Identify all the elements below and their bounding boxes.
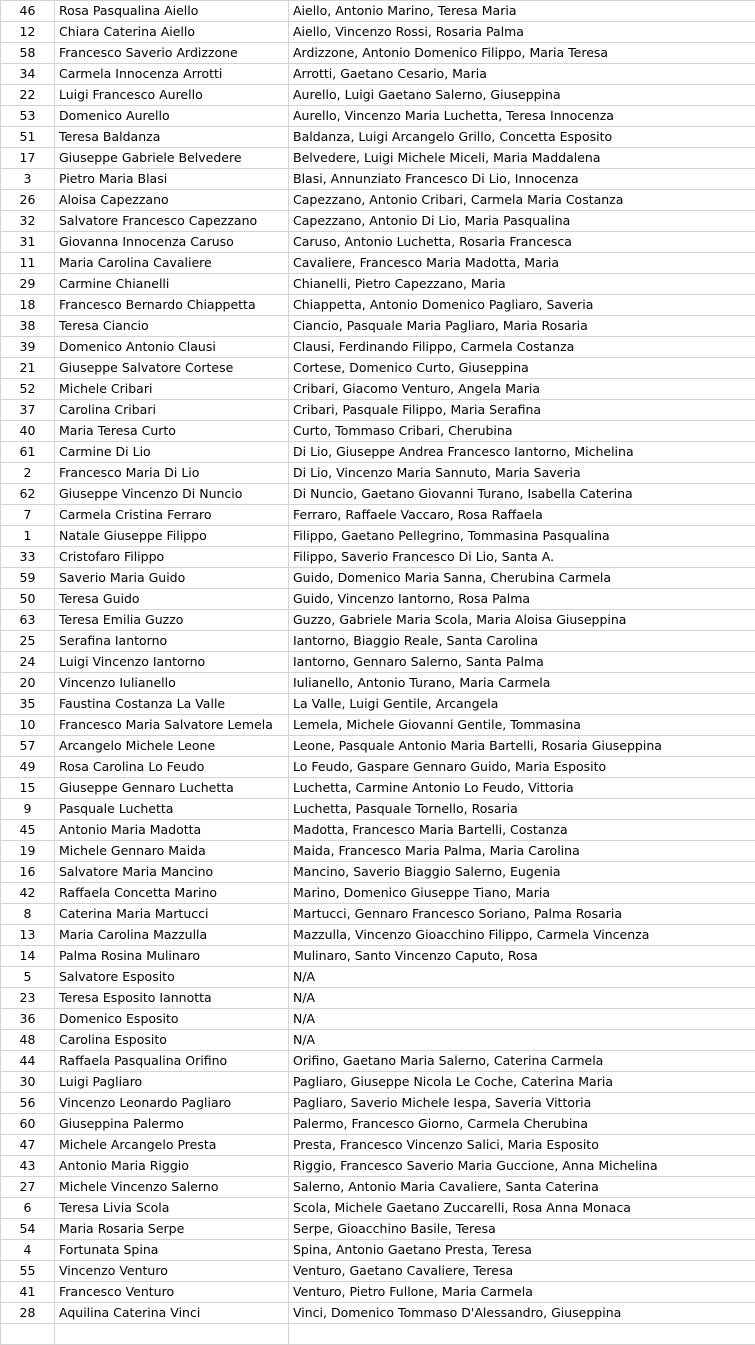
table-row: [1, 1030, 755, 1051]
cell-parents[interactable]: N/A: [289, 967, 755, 988]
cell-name[interactable]: Luigi Vincenzo Iantorno: [55, 652, 289, 673]
cell-number[interactable]: 59: [1, 568, 55, 589]
cell-number[interactable]: 12: [1, 22, 55, 43]
cell-name[interactable]: Michele Arcangelo Presta: [55, 1135, 289, 1156]
cell-parents[interactable]: Lemela, Michele Giovanni Gentile, Tommasina: [289, 715, 755, 736]
table-row: [1, 421, 755, 442]
table-row: [1, 106, 755, 127]
cell-parents[interactable]: La Valle, Luigi Gentile, Arcangela: [289, 694, 755, 715]
cell-number[interactable]: 37: [1, 400, 55, 421]
cell-number[interactable]: 38: [1, 316, 55, 337]
cell-name[interactable]: Luigi Pagliaro: [55, 1072, 289, 1093]
cell-number[interactable]: 52: [1, 379, 55, 400]
table-row: [1, 610, 755, 631]
cell-parents[interactable]: Spina, Antonio Gaetano Presta, Teresa: [289, 1240, 755, 1261]
cell-name[interactable]: Palma Rosina Mulinaro: [55, 946, 289, 967]
table-row: [1, 967, 755, 988]
cell-name[interactable]: [55, 1324, 289, 1345]
table-row: [1, 925, 755, 946]
table-row: [1, 862, 755, 883]
cell-number[interactable]: 25: [1, 631, 55, 652]
table-row: [1, 253, 755, 274]
cell-number[interactable]: 14: [1, 946, 55, 967]
cell-name[interactable]: Maria Teresa Curto: [55, 421, 289, 442]
table-row: [1, 22, 755, 43]
table-row: [1, 316, 755, 337]
cell-number[interactable]: 6: [1, 1198, 55, 1219]
table-row: [1, 1198, 755, 1219]
cell-parents[interactable]: Filippo, Saverio Francesco Di Lio, Santa A.: [289, 547, 755, 568]
cell-number[interactable]: 44: [1, 1051, 55, 1072]
cell-parents[interactable]: Mulinaro, Santo Vincenzo Caputo, Rosa: [289, 946, 755, 967]
cell-parents[interactable]: Aiello, Vincenzo Rossi, Rosaria Palma: [289, 22, 755, 43]
cell-number[interactable]: 4: [1, 1240, 55, 1261]
cell-parents[interactable]: Riggio, Francesco Saverio Maria Guccione, Anna Michelina: [289, 1156, 755, 1177]
cell-parents[interactable]: Caruso, Antonio Luchetta, Rosaria Francesca: [289, 232, 755, 253]
table-row: [1, 232, 755, 253]
table-row: [1, 463, 755, 484]
cell-parents[interactable]: Arrotti, Gaetano Cesario, Maria: [289, 64, 755, 85]
cell-number[interactable]: 7: [1, 505, 55, 526]
table-row: [1, 295, 755, 316]
table-row: [1, 1135, 755, 1156]
cell-parents[interactable]: Luchetta, Carmine Antonio Lo Feudo, Vittoria: [289, 778, 755, 799]
cell-number[interactable]: 9: [1, 799, 55, 820]
cell-number[interactable]: 50: [1, 589, 55, 610]
table-row: [1, 799, 755, 820]
cell-parents[interactable]: Vinci, Domenico Tommaso D'Alessandro, Giuseppina: [289, 1303, 755, 1324]
table-row: [1, 652, 755, 673]
cell-parents[interactable]: Aiello, Antonio Marino, Teresa Maria: [289, 1, 755, 22]
cell-number[interactable]: 17: [1, 148, 55, 169]
table-row: [1, 820, 755, 841]
table-row: [1, 736, 755, 757]
table-row: [1, 1051, 755, 1072]
cell-name[interactable]: Salvatore Esposito: [55, 967, 289, 988]
table-row: [1, 1072, 755, 1093]
table-row: [1, 505, 755, 526]
cell-name[interactable]: Giovanna Innocenza Caruso: [55, 232, 289, 253]
cell-parents[interactable]: Pagliaro, Saverio Michele Iespa, Saveria Vittoria: [289, 1093, 755, 1114]
cell-parents[interactable]: Aurello, Luigi Gaetano Salerno, Giuseppina: [289, 85, 755, 106]
cell-name[interactable]: Raffaela Pasqualina Orifino: [55, 1051, 289, 1072]
cell-name[interactable]: Faustina Costanza La Valle: [55, 694, 289, 715]
cell-parents[interactable]: Venturo, Gaetano Cavaliere, Teresa: [289, 1261, 755, 1282]
table-row: [1, 1156, 755, 1177]
table-row: [1, 169, 755, 190]
cell-number[interactable]: 16: [1, 862, 55, 883]
cell-number[interactable]: 24: [1, 652, 55, 673]
cell-name[interactable]: Maria Rosaria Serpe: [55, 1219, 289, 1240]
cell-name[interactable]: Maria Carolina Cavaliere: [55, 253, 289, 274]
cell-name[interactable]: Rosa Pasqualina Aiello: [55, 1, 289, 22]
table-row: [1, 946, 755, 967]
cell-parents[interactable]: Lo Feudo, Gaspare Gennaro Guido, Maria Esposito: [289, 757, 755, 778]
cell-parents[interactable]: Scola, Michele Gaetano Zuccarelli, Rosa Anna Monaca: [289, 1198, 755, 1219]
cell-name[interactable]: Vincenzo Iulianello: [55, 673, 289, 694]
table-row: [1, 1009, 755, 1030]
cell-parents[interactable]: Martucci, Gennaro Francesco Soriano, Palma Rosaria: [289, 904, 755, 925]
cell-parents[interactable]: Venturo, Pietro Fullone, Maria Carmela: [289, 1282, 755, 1303]
cell-parents[interactable]: Clausi, Ferdinando Filippo, Carmela Costanza: [289, 337, 755, 358]
cell-name[interactable]: Michele Cribari: [55, 379, 289, 400]
cell-number[interactable]: 23: [1, 988, 55, 1009]
cell-parents[interactable]: Leone, Pasquale Antonio Maria Bartelli, Rosaria Giuseppina: [289, 736, 755, 757]
cell-name[interactable]: Pietro Maria Blasi: [55, 169, 289, 190]
cell-number[interactable]: 30: [1, 1072, 55, 1093]
cell-parents[interactable]: Guido, Domenico Maria Sanna, Cherubina Carmela: [289, 568, 755, 589]
cell-name[interactable]: Teresa Ciancio: [55, 316, 289, 337]
cell-number[interactable]: 57: [1, 736, 55, 757]
cell-name[interactable]: Antonio Maria Madotta: [55, 820, 289, 841]
cell-parents[interactable]: Di Lio, Giuseppe Andrea Francesco Iantorno, Michelina: [289, 442, 755, 463]
table-row: [1, 568, 755, 589]
cell-name[interactable]: Carmela Innocenza Arrotti: [55, 64, 289, 85]
cell-name[interactable]: Maria Carolina Mazzulla: [55, 925, 289, 946]
cell-parents[interactable]: [289, 1324, 755, 1345]
cell-parents[interactable]: Salerno, Antonio Maria Cavaliere, Santa Caterina: [289, 1177, 755, 1198]
cell-number[interactable]: 61: [1, 442, 55, 463]
cell-name[interactable]: Salvatore Francesco Capezzano: [55, 211, 289, 232]
cell-number[interactable]: 60: [1, 1114, 55, 1135]
table-row: [1, 883, 755, 904]
table-row: [1, 43, 755, 64]
table-row: [1, 379, 755, 400]
cell-name[interactable]: Salvatore Maria Mancino: [55, 862, 289, 883]
cell-name[interactable]: Giuseppe Gabriele Belvedere: [55, 148, 289, 169]
cell-name[interactable]: Domenico Esposito: [55, 1009, 289, 1030]
cell-number[interactable]: 21: [1, 358, 55, 379]
cell-number[interactable]: 18: [1, 295, 55, 316]
cell-name[interactable]: Francesco Venturo: [55, 1282, 289, 1303]
cell-parents[interactable]: Guzzo, Gabriele Maria Scola, Maria Aloisa Giuseppina: [289, 610, 755, 631]
cell-number[interactable]: 56: [1, 1093, 55, 1114]
cell-number[interactable]: 43: [1, 1156, 55, 1177]
cell-number[interactable]: 62: [1, 484, 55, 505]
table-row: [1, 904, 755, 925]
cell-name[interactable]: Francesco Saverio Ardizzone: [55, 43, 289, 64]
table-row: [1, 1219, 755, 1240]
cell-parents[interactable]: Baldanza, Luigi Arcangelo Grillo, Concetta Esposito: [289, 127, 755, 148]
cell-number[interactable]: 53: [1, 106, 55, 127]
cell-number[interactable]: 36: [1, 1009, 55, 1030]
cell-parents[interactable]: Ciancio, Pasquale Maria Pagliaro, Maria Rosaria: [289, 316, 755, 337]
cell-parents[interactable]: Curto, Tommaso Cribari, Cherubina: [289, 421, 755, 442]
table-row: [1, 673, 755, 694]
cell-parents[interactable]: Madotta, Francesco Maria Bartelli, Costanza: [289, 820, 755, 841]
cell-parents[interactable]: Iantorno, Biaggio Reale, Santa Carolina: [289, 631, 755, 652]
table-row: [1, 127, 755, 148]
cell-name[interactable]: Carmine Chianelli: [55, 274, 289, 295]
cell-name[interactable]: Fortunata Spina: [55, 1240, 289, 1261]
cell-parents[interactable]: N/A: [289, 1030, 755, 1051]
cell-parents[interactable]: Mazzulla, Vincenzo Gioacchino Filippo, Carmela Vincenza: [289, 925, 755, 946]
table-row: [1, 1093, 755, 1114]
table-row: [1, 1324, 755, 1345]
cell-parents[interactable]: Aurello, Vincenzo Maria Luchetta, Teresa Innocenza: [289, 106, 755, 127]
cell-parents[interactable]: Chianelli, Pietro Capezzano, Maria: [289, 274, 755, 295]
table-row: [1, 988, 755, 1009]
cell-name[interactable]: Vincenzo Leonardo Pagliaro: [55, 1093, 289, 1114]
cell-number[interactable]: 2: [1, 463, 55, 484]
cell-number[interactable]: 58: [1, 43, 55, 64]
cell-parents[interactable]: Cavaliere, Francesco Maria Madotta, Maria: [289, 253, 755, 274]
cell-name[interactable]: Aquilina Caterina Vinci: [55, 1303, 289, 1324]
cell-name[interactable]: Michele Vincenzo Salerno: [55, 1177, 289, 1198]
cell-parents[interactable]: Luchetta, Pasquale Tornello, Rosaria: [289, 799, 755, 820]
cell-number[interactable]: 22: [1, 85, 55, 106]
cell-number[interactable]: 41: [1, 1282, 55, 1303]
table-row: [1, 778, 755, 799]
cell-name[interactable]: Teresa Baldanza: [55, 127, 289, 148]
cell-number[interactable]: 35: [1, 694, 55, 715]
cell-name[interactable]: Carolina Cribari: [55, 400, 289, 421]
cell-number[interactable]: 27: [1, 1177, 55, 1198]
cell-number[interactable]: 51: [1, 127, 55, 148]
table-row: [1, 274, 755, 295]
cell-name[interactable]: Luigi Francesco Aurello: [55, 85, 289, 106]
table-row: [1, 526, 755, 547]
cell-name[interactable]: Serafina Iantorno: [55, 631, 289, 652]
table-row: [1, 1240, 755, 1261]
cell-name[interactable]: Giuseppe Salvatore Cortese: [55, 358, 289, 379]
table-row: [1, 442, 755, 463]
table-row: [1, 1, 755, 22]
cell-name[interactable]: Antonio Maria Riggio: [55, 1156, 289, 1177]
cell-name[interactable]: Domenico Antonio Clausi: [55, 337, 289, 358]
cell-parents[interactable]: Cribari, Giacomo Venturo, Angela Maria: [289, 379, 755, 400]
cell-parents[interactable]: Chiappetta, Antonio Domenico Pagliaro, Saveria: [289, 295, 755, 316]
table-row: [1, 484, 755, 505]
cell-name[interactable]: Giuseppe Gennaro Luchetta: [55, 778, 289, 799]
cell-parents[interactable]: Di Nuncio, Gaetano Giovanni Turano, Isabella Caterina: [289, 484, 755, 505]
cell-parents[interactable]: Orifino, Gaetano Maria Salerno, Caterina Carmela: [289, 1051, 755, 1072]
cell-number[interactable]: 20: [1, 673, 55, 694]
table-row: [1, 400, 755, 421]
cell-name[interactable]: Carmela Cristina Ferraro: [55, 505, 289, 526]
table-row: [1, 715, 755, 736]
cell-name[interactable]: Teresa Emilia Guzzo: [55, 610, 289, 631]
table-row: [1, 358, 755, 379]
cell-number[interactable]: 45: [1, 820, 55, 841]
cell-number[interactable]: 49: [1, 757, 55, 778]
cell-parents[interactable]: Marino, Domenico Giuseppe Tiano, Maria: [289, 883, 755, 904]
cell-number[interactable]: 48: [1, 1030, 55, 1051]
cell-parents[interactable]: N/A: [289, 988, 755, 1009]
cell-number[interactable]: 28: [1, 1303, 55, 1324]
table-row: [1, 148, 755, 169]
cell-name[interactable]: Arcangelo Michele Leone: [55, 736, 289, 757]
cell-name[interactable]: Rosa Carolina Lo Feudo: [55, 757, 289, 778]
cell-parents[interactable]: Filippo, Gaetano Pellegrino, Tommasina Pasqualina: [289, 526, 755, 547]
cell-parents[interactable]: Pagliaro, Giuseppe Nicola Le Coche, Caterina Maria: [289, 1072, 755, 1093]
table-row: [1, 85, 755, 106]
table-body: [1, 1, 755, 1345]
table-row: [1, 547, 755, 568]
cell-number[interactable]: 13: [1, 925, 55, 946]
table-row: [1, 631, 755, 652]
table-row: [1, 757, 755, 778]
cell-number[interactable]: 32: [1, 211, 55, 232]
cell-parents[interactable]: Capezzano, Antonio Di Lio, Maria Pasqualina: [289, 211, 755, 232]
cell-parents[interactable]: Presta, Francesco Vincenzo Salici, Maria Esposito: [289, 1135, 755, 1156]
cell-name[interactable]: Natale Giuseppe Filippo: [55, 526, 289, 547]
table-row: [1, 841, 755, 862]
cell-number[interactable]: 55: [1, 1261, 55, 1282]
cell-parents[interactable]: Ferraro, Raffaele Vaccaro, Rosa Raffaela: [289, 505, 755, 526]
cell-number[interactable]: 29: [1, 274, 55, 295]
cell-parents[interactable]: Mancino, Saverio Biaggio Salerno, Eugenia: [289, 862, 755, 883]
table-row: [1, 1282, 755, 1303]
cell-parents[interactable]: Blasi, Annunziato Francesco Di Lio, Innocenza: [289, 169, 755, 190]
table-row: [1, 190, 755, 211]
cell-number[interactable]: 15: [1, 778, 55, 799]
cell-number[interactable]: 1: [1, 526, 55, 547]
cell-number[interactable]: 31: [1, 232, 55, 253]
cell-parents[interactable]: Serpe, Gioacchino Basile, Teresa: [289, 1219, 755, 1240]
table-row: [1, 1261, 755, 1282]
cell-parents[interactable]: N/A: [289, 1009, 755, 1030]
cell-name[interactable]: Pasquale Luchetta: [55, 799, 289, 820]
cell-number[interactable]: 40: [1, 421, 55, 442]
cell-parents[interactable]: Ardizzone, Antonio Domenico Filippo, Maria Teresa: [289, 43, 755, 64]
cell-parents[interactable]: Iantorno, Gennaro Salerno, Santa Palma: [289, 652, 755, 673]
cell-parents[interactable]: Di Lio, Vincenzo Maria Sannuto, Maria Saveria: [289, 463, 755, 484]
table-row: [1, 337, 755, 358]
cell-name[interactable]: Teresa Esposito Iannotta: [55, 988, 289, 1009]
cell-parents[interactable]: Belvedere, Luigi Michele Miceli, Maria Maddalena: [289, 148, 755, 169]
table-row: [1, 64, 755, 85]
cell-number[interactable]: 11: [1, 253, 55, 274]
cell-number[interactable]: 39: [1, 337, 55, 358]
cell-name[interactable]: Giuseppe Vincenzo Di Nuncio: [55, 484, 289, 505]
cell-number[interactable]: 42: [1, 883, 55, 904]
table-row: [1, 1177, 755, 1198]
cell-parents[interactable]: Cribari, Pasquale Filippo, Maria Serafina: [289, 400, 755, 421]
table-row: [1, 1114, 755, 1135]
cell-number[interactable]: 19: [1, 841, 55, 862]
cell-name[interactable]: Raffaela Concetta Marino: [55, 883, 289, 904]
cell-number[interactable]: 3: [1, 169, 55, 190]
cell-number[interactable]: 8: [1, 904, 55, 925]
cell-parents[interactable]: Guido, Vincenzo Iantorno, Rosa Palma: [289, 589, 755, 610]
cell-number[interactable]: 10: [1, 715, 55, 736]
cell-number[interactable]: 46: [1, 1, 55, 22]
table-row: [1, 694, 755, 715]
cell-name[interactable]: Michele Gennaro Maida: [55, 841, 289, 862]
cell-number[interactable]: 33: [1, 547, 55, 568]
cell-parents[interactable]: Palermo, Francesco Giorno, Carmela Cherubina: [289, 1114, 755, 1135]
cell-name[interactable]: Francesco Bernardo Chiappetta: [55, 295, 289, 316]
cell-number[interactable]: 54: [1, 1219, 55, 1240]
cell-name[interactable]: Giuseppina Palermo: [55, 1114, 289, 1135]
cell-name[interactable]: Teresa Livia Scola: [55, 1198, 289, 1219]
cell-name[interactable]: Teresa Guido: [55, 589, 289, 610]
cell-parents[interactable]: Maida, Francesco Maria Palma, Maria Carolina: [289, 841, 755, 862]
cell-number[interactable]: 5: [1, 967, 55, 988]
cell-name[interactable]: Carmine Di Lio: [55, 442, 289, 463]
table-row: [1, 211, 755, 232]
cell-name[interactable]: Aloisa Capezzano: [55, 190, 289, 211]
cell-number[interactable]: 47: [1, 1135, 55, 1156]
table-row: [1, 1303, 755, 1324]
cell-parents[interactable]: Capezzano, Antonio Cribari, Carmela Maria Costanza: [289, 190, 755, 211]
cell-number[interactable]: 26: [1, 190, 55, 211]
cell-number[interactable]: [1, 1324, 55, 1345]
cell-name[interactable]: Francesco Maria Salvatore Lemela: [55, 715, 289, 736]
cell-number[interactable]: 63: [1, 610, 55, 631]
cell-name[interactable]: Carolina Esposito: [55, 1030, 289, 1051]
cell-name[interactable]: Cristofaro Filippo: [55, 547, 289, 568]
cell-name[interactable]: Saverio Maria Guido: [55, 568, 289, 589]
cell-parents[interactable]: Iulianello, Antonio Turano, Maria Carmela: [289, 673, 755, 694]
cell-name[interactable]: Domenico Aurello: [55, 106, 289, 127]
cell-number[interactable]: 34: [1, 64, 55, 85]
cell-name[interactable]: Francesco Maria Di Lio: [55, 463, 289, 484]
table-row: [1, 589, 755, 610]
cell-name[interactable]: Chiara Caterina Aiello: [55, 22, 289, 43]
cell-name[interactable]: Vincenzo Venturo: [55, 1261, 289, 1282]
cell-name[interactable]: Caterina Maria Martucci: [55, 904, 289, 925]
cell-parents[interactable]: Cortese, Domenico Curto, Giuseppina: [289, 358, 755, 379]
